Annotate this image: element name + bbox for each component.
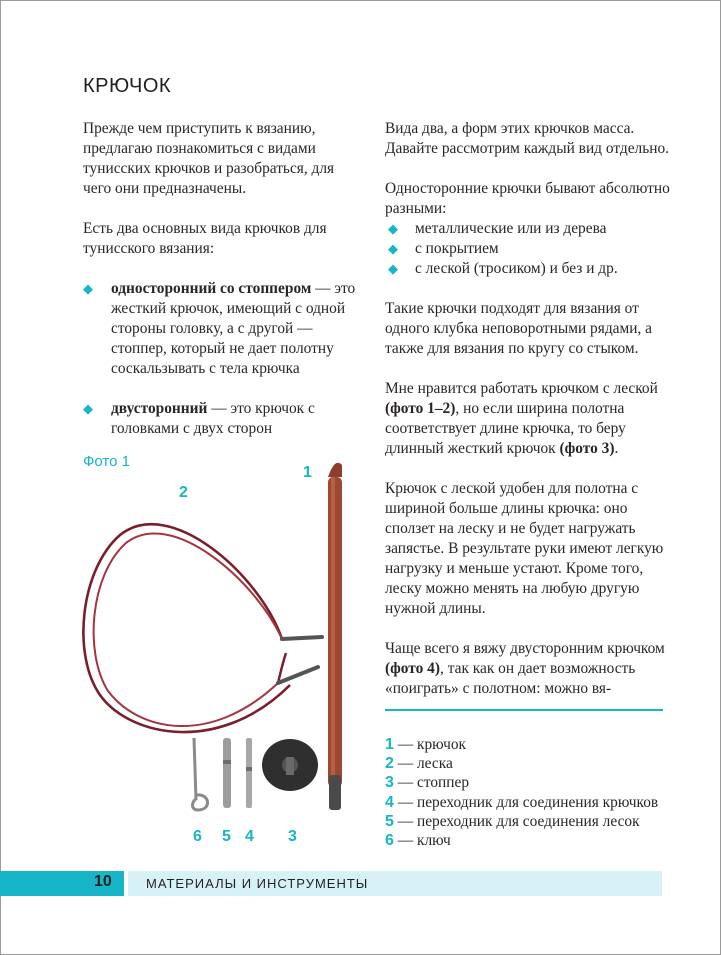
photo-number: 4 — [245, 828, 254, 845]
kind-item — [385, 219, 670, 239]
legend-text: — стоппер — [393, 774, 470, 792]
text-part: , так как он дает возможность «поиграть» с полотном: можно вя- — [385, 660, 636, 697]
hook-connector-illustration — [246, 738, 252, 808]
type-item-double-sided — [83, 399, 363, 439]
kind-item — [385, 259, 670, 279]
type-term: односторонний со стоппером — [111, 280, 312, 297]
paragraph-1: Вида два, а форм этих крючков масса. Давайте рассмотрим каждый вид отдельно. — [385, 120, 670, 157]
legend-number: 5 — [385, 812, 394, 830]
legend-number: 6 — [385, 832, 394, 850]
page-number: 10 — [94, 873, 112, 890]
legend-item — [385, 735, 675, 754]
diamond-icon: ◆ — [83, 281, 93, 296]
photo-number: 6 — [193, 828, 202, 845]
diamond-icon: ◆ — [388, 261, 398, 276]
legend-number: 4 — [385, 793, 394, 811]
kind-text: с покрытием — [415, 240, 499, 257]
diamond-icon: ◆ — [388, 241, 398, 256]
type-desc: — это крючок с головками с двух сторон — [111, 400, 315, 437]
photo-number: 2 — [179, 484, 188, 501]
legend-text: — переходник для соединения крючков — [393, 793, 659, 811]
paragraph-6 — [385, 639, 670, 699]
text-part: , но если ширина полотна соответствует длине крючка, то беру длинный жесткий крючок — [385, 400, 626, 457]
types-intro: Есть два основных вида крючков для тунисского вязания: — [83, 220, 327, 257]
type-term: двусторонний — [111, 400, 208, 417]
text-part: Чаще всего я вяжу двусторонним крючком — [385, 640, 665, 657]
type-desc: — это жесткий крючок, имеющий с одной стороны головку, а с другой — стоппер, который не дает полотну соскальзывать с тела крючка — [111, 280, 356, 377]
paragraph-5: Крючок с леской удобен для полотна с шириной больше длины крючка: оно сползет на леску и не будет нагружать запястье. В результате руки имеют легкую нагрузку и меньше устают. Кроме того, леску можно менять на любую другую нужной длины. — [385, 480, 664, 617]
page-title: КРЮЧОК — [83, 75, 172, 97]
photo-number: 1 — [303, 464, 312, 481]
kind-text: с леской (тросиком) и без и др. — [415, 260, 618, 277]
photo-ref: (фото 4) — [385, 660, 440, 677]
cable-illustration — [83, 524, 322, 732]
legend — [385, 735, 675, 850]
paragraph-4 — [385, 379, 670, 459]
photo-number: 3 — [288, 828, 297, 845]
kind-item — [385, 239, 670, 259]
legend-item — [385, 754, 675, 773]
divider — [385, 709, 663, 711]
key-illustration — [193, 738, 208, 810]
photo-label: Фото 1 — [83, 453, 130, 470]
paragraph-3: Такие крючки подходят для вязания от одного клубка неповоротными рядами, а также для вязания по кругу со стыком. — [385, 300, 652, 357]
photo-ref: (фото 3) — [559, 440, 615, 457]
kind-text: металлические или из дерева — [415, 220, 607, 237]
legend-text: — переходник для соединения лесок — [393, 812, 640, 830]
legend-text: — ключ — [393, 832, 451, 850]
hook-illustration — [328, 463, 342, 810]
type-item-one-sided — [83, 279, 363, 379]
photo-ref: (фото 1–2) — [385, 400, 456, 417]
legend-item — [385, 793, 675, 812]
legend-text: — крючок — [393, 736, 466, 753]
legend-number: 2 — [385, 755, 394, 773]
legend-item — [385, 773, 675, 792]
text-part: . — [614, 440, 619, 457]
diamond-icon: ◆ — [388, 221, 398, 236]
section-title: МАТЕРИАЛЫ И ИНСТРУМЕНТЫ — [146, 876, 369, 891]
cable-connector-illustration — [223, 738, 231, 808]
photo-number: 5 — [222, 828, 231, 845]
diamond-icon: ◆ — [83, 401, 93, 416]
text-part: Мне нравится работать крючком с леской — [385, 380, 658, 397]
legend-number: 1 — [385, 736, 394, 753]
paragraph-2: Односторонние крючки бывают абсолютно разными: — [385, 180, 670, 217]
stopper-illustration — [262, 739, 318, 791]
intro-paragraph: Прежде чем приступить к вязанию, предлагаю познакомиться с видами тунисских крючков и разобраться, для чего они предназначены. — [83, 120, 335, 197]
photo-illustration — [60, 455, 380, 845]
legend-text: — леска — [393, 755, 453, 773]
left-column — [83, 119, 363, 439]
legend-item — [385, 812, 675, 831]
legend-number: 3 — [385, 774, 394, 792]
legend-item — [385, 831, 675, 850]
right-column — [385, 119, 670, 699]
